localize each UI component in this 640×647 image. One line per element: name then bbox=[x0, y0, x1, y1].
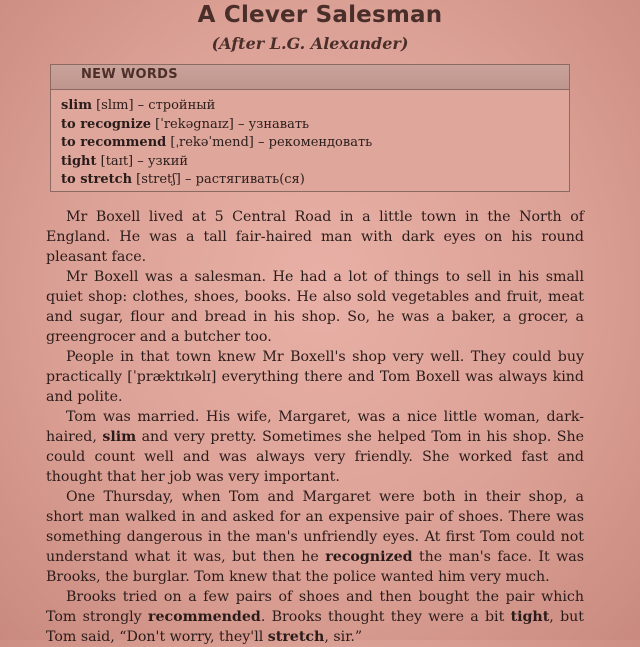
new-words-label: NEW WORDS bbox=[81, 67, 178, 82]
highlighted-word: recognized bbox=[325, 549, 413, 565]
text-run: and very pretty. Sometimes she helped Tom in his shop. She could count well and was always very friendly. She worked fast and thought that her job was very important. bbox=[46, 429, 584, 485]
new-words-tab bbox=[51, 65, 569, 90]
highlighted-word: slim bbox=[102, 429, 137, 445]
story-paragraph: People in that town knew Mr Boxell's shop very well. They could buy practically [ˈpræktɪkəlɪ] everything there and Tom Boxell was always kind and polite. bbox=[46, 349, 584, 405]
new-word-term: tight bbox=[61, 153, 97, 169]
new-word-definition: [ˈrekəgnaɪz] – узнавать bbox=[151, 116, 310, 132]
highlighted-word: tight bbox=[510, 609, 550, 625]
story-paragraph bbox=[46, 587, 584, 647]
story-paragraph: Mr Boxell lived at 5 Central Road in a little town in the North of England. He was a tall fair-haired man with dark eyes on his round pleasant face. bbox=[46, 209, 584, 265]
new-words-box bbox=[50, 64, 570, 192]
highlighted-word: stretch bbox=[267, 629, 325, 645]
new-words-list bbox=[61, 97, 561, 190]
story-text bbox=[46, 207, 584, 647]
new-word-row bbox=[61, 171, 561, 190]
new-word-term: to stretch bbox=[61, 172, 133, 187]
page-title: A Clever Salesman bbox=[197, 2, 443, 28]
story-paragraph bbox=[46, 487, 584, 587]
text-run: Tom was married. His wife, Margaret, was a nice little woman, dark-haired, bbox=[46, 409, 584, 445]
new-word-row bbox=[61, 153, 561, 172]
new-word-definition: [stretʃ] – растягивать(ся) bbox=[132, 172, 305, 187]
text-run: , but Tom said, “Don't worry, they'll bbox=[46, 609, 584, 645]
text-run: . Brooks thought they were a bit bbox=[260, 609, 511, 625]
new-word-term: to recommend bbox=[61, 135, 167, 150]
new-word-term: to recognize bbox=[61, 116, 152, 132]
page-subtitle: (After L.G. Alexander) bbox=[211, 34, 409, 53]
text-run: Brooks tried on a few pairs of shoes and then bought the pair which Tom strongly bbox=[46, 589, 584, 625]
new-word-row bbox=[61, 97, 561, 116]
highlighted-word: recommended bbox=[147, 609, 261, 625]
new-word-row bbox=[61, 134, 561, 153]
story-paragraph: Mr Boxell was a salesman. He had a lot of things to sell in his small quiet shop: clothes, shoes, books. He also sold vegetables and fruit, meat and sugar, flour and bread in his shop. So, he was a baker, a grocer, a greengrocer and a butcher too. bbox=[46, 269, 584, 345]
new-word-row bbox=[61, 116, 561, 135]
text-run: , sir.” bbox=[324, 629, 363, 645]
text-run: the man's face. It was Brooks, the burglar. Tom knew that the police wanted him very much. bbox=[46, 549, 584, 585]
story-paragraph bbox=[46, 407, 584, 487]
text-run: One Thursday, when Tom and Margaret were both in their shop, a short man walked in and asked for an expensive pair of shoes. There was something dangerous in the man's unfriendly eyes. At first Tom could not understand what it was, but then he bbox=[46, 489, 584, 565]
new-word-definition: [ˌrekəˈmend] – рекомендовать bbox=[166, 135, 373, 150]
new-word-definition: [slɪm] – стройный bbox=[91, 98, 216, 113]
new-word-term: slim bbox=[61, 98, 92, 113]
new-word-definition: [taɪt] – узкий bbox=[96, 153, 189, 169]
